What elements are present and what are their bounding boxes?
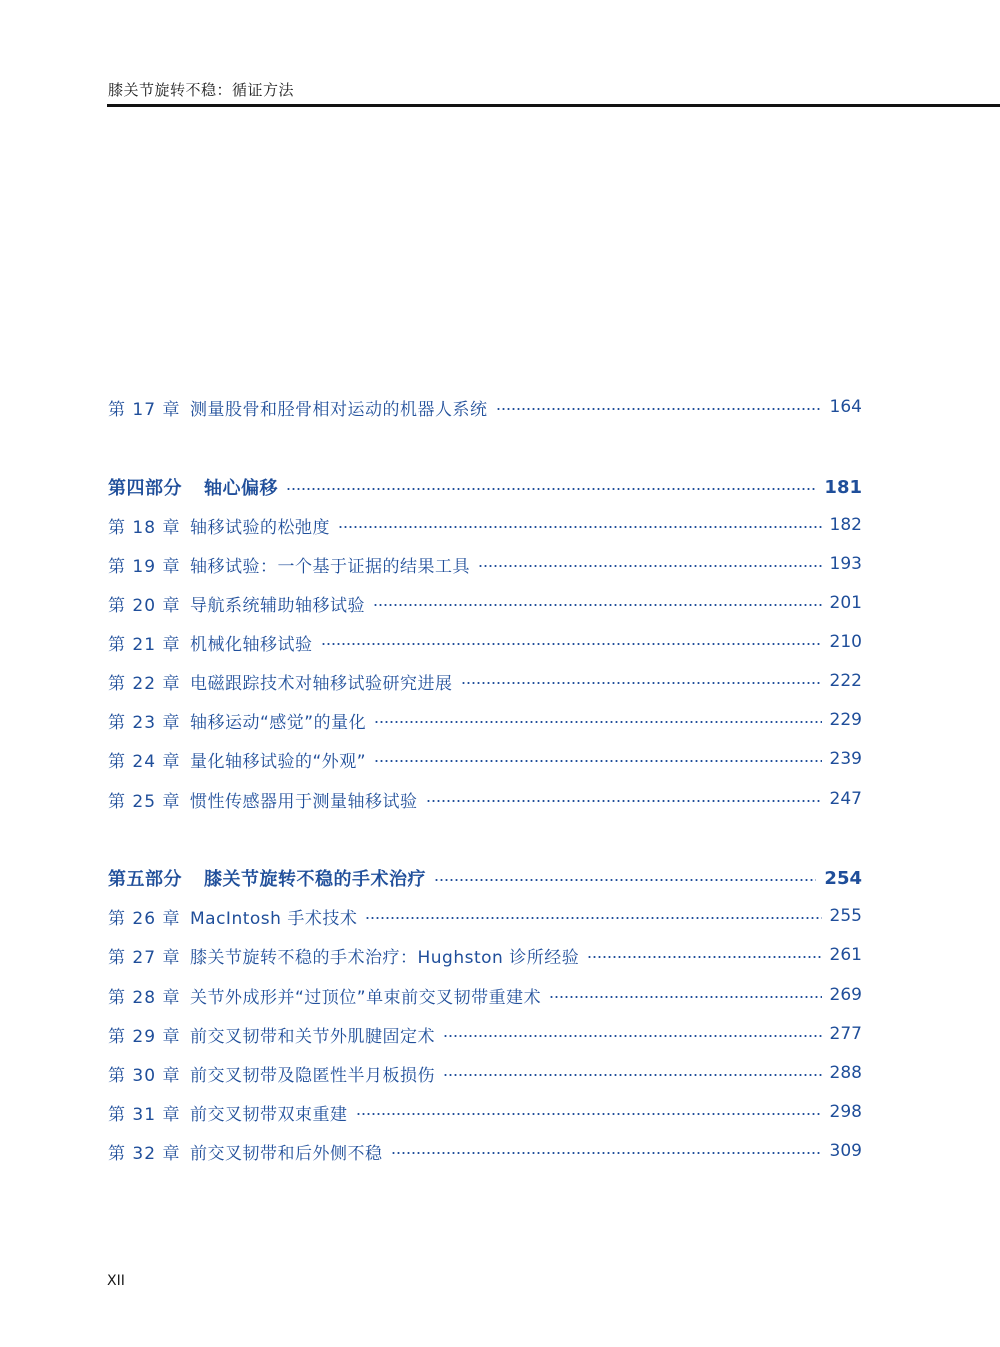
toc-entry-ch25[interactable] [108,785,862,813]
page-ref: 182 [829,515,862,535]
dot-leader [461,682,822,684]
chapter-title: 关节外成形并“过顶位”单束前交叉韧带重建术 [190,987,542,1008]
dot-leader [443,1035,822,1037]
chapter-number: 第 24 章 [108,751,181,772]
toc-entry-ch21[interactable] [108,628,862,656]
part-number: 第四部分 [108,478,182,499]
toc-entry-ch27[interactable] [108,941,862,969]
chapter-number: 第 28 章 [108,987,181,1008]
dot-leader [338,526,822,528]
dot-leader [373,604,822,606]
chapter-title: MacIntosh 手术技术 [190,908,358,929]
toc-entry-ch18[interactable] [108,511,862,539]
toc-entry-ch23[interactable] [108,706,862,734]
chapter-number: 第 31 章 [108,1104,181,1125]
page-ref: 261 [829,945,862,965]
chapter-number: 第 17 章 [108,399,181,420]
page-ref: 288 [829,1063,862,1083]
page-ref: 229 [829,710,862,730]
chapter-title: 机械化轴移试验 [190,634,313,655]
toc-entry-ch29[interactable] [108,1020,862,1048]
dot-leader [549,996,821,998]
toc-entry-ch17[interactable] [108,393,862,421]
dot-leader [374,721,821,723]
toc-entry-ch22[interactable] [108,667,862,695]
page-ref: 254 [824,867,862,889]
toc-entry-ch30[interactable] [108,1059,862,1087]
chapter-title: 前交叉韧带双束重建 [190,1104,348,1125]
chapter-number: 第 18 章 [108,517,181,538]
toc-entry-ch31[interactable] [108,1098,862,1126]
chapter-number: 第 21 章 [108,634,181,655]
chapter-title: 前交叉韧带及隐匿性半月板损伤 [190,1065,435,1086]
chapter-title: 膝关节旋转不稳的手术治疗：Hughston 诊所经验 [190,947,580,968]
toc-entry-ch26[interactable] [108,902,862,930]
chapter-title: 轴移试验：一个基于证据的结果工具 [190,556,470,577]
toc-entry-ch32[interactable] [108,1137,862,1165]
page-ref: 239 [829,749,862,769]
chapter-number: 第 32 章 [108,1143,181,1164]
chapter-number: 第 25 章 [108,791,181,812]
chapter-number: 第 23 章 [108,712,181,733]
chapter-number: 第 27 章 [108,947,181,968]
chapter-number: 第 30 章 [108,1065,181,1086]
dot-leader [478,565,822,567]
toc-entry-ch28[interactable] [108,981,862,1009]
dot-leader [321,643,822,645]
toc-entry-ch19[interactable] [108,550,862,578]
chapter-title: 惯性传感器用于测量轴移试验 [190,791,418,812]
chapter-number: 第 29 章 [108,1026,181,1047]
chapter-title: 测量股骨和胫骨相对运动的机器人系统 [190,399,488,420]
dot-leader [434,879,816,881]
page-ref: 164 [829,397,862,417]
chapter-title: 轴移试验的松弛度 [190,517,330,538]
page-ref: 309 [829,1141,862,1161]
page-ref: 210 [829,632,862,652]
chapter-number: 第 19 章 [108,556,181,577]
page-number: XII [107,1273,125,1289]
header-rule [107,104,1000,107]
dot-leader [356,1113,822,1115]
toc-part-4[interactable] [108,473,862,501]
toc-part-5[interactable] [108,864,862,892]
toc-entry-ch20[interactable] [108,589,862,617]
chapter-number: 第 20 章 [108,595,181,616]
dot-leader [286,488,816,490]
dot-leader [426,800,822,802]
chapter-title: 量化轴移试验的“外观” [190,751,367,772]
page-ref: 277 [829,1024,862,1044]
part-title: 膝关节旋转不稳的手术治疗 [204,869,426,890]
chapter-number: 第 26 章 [108,908,181,929]
dot-leader [365,917,821,919]
page-ref: 269 [829,985,862,1005]
page-ref: 298 [829,1102,862,1122]
dot-leader [443,1074,822,1076]
page-ref: 247 [829,789,862,809]
part-number: 第五部分 [108,869,182,890]
chapter-title: 电磁跟踪技术对轴移试验研究进展 [190,673,453,694]
chapter-title: 前交叉韧带和关节外肌腱固定术 [190,1026,435,1047]
dot-leader [374,760,821,762]
part-title: 轴心偏移 [204,478,278,499]
chapter-title: 轴移运动“感觉”的量化 [190,712,367,733]
chapter-number: 第 22 章 [108,673,181,694]
running-header: 膝关节旋转不稳：循证方法 [108,81,295,99]
page-ref: 193 [829,554,862,574]
dot-leader [587,956,821,958]
dot-leader [496,408,822,410]
page-ref: 255 [829,906,862,926]
chapter-title: 前交叉韧带和后外侧不稳 [190,1143,383,1164]
chapter-title: 导航系统辅助轴移试验 [190,595,365,616]
page-ref: 222 [829,671,862,691]
dot-leader [391,1152,822,1154]
toc-entry-ch24[interactable] [108,745,862,773]
page-ref: 201 [829,593,862,613]
page-ref: 181 [824,476,862,498]
